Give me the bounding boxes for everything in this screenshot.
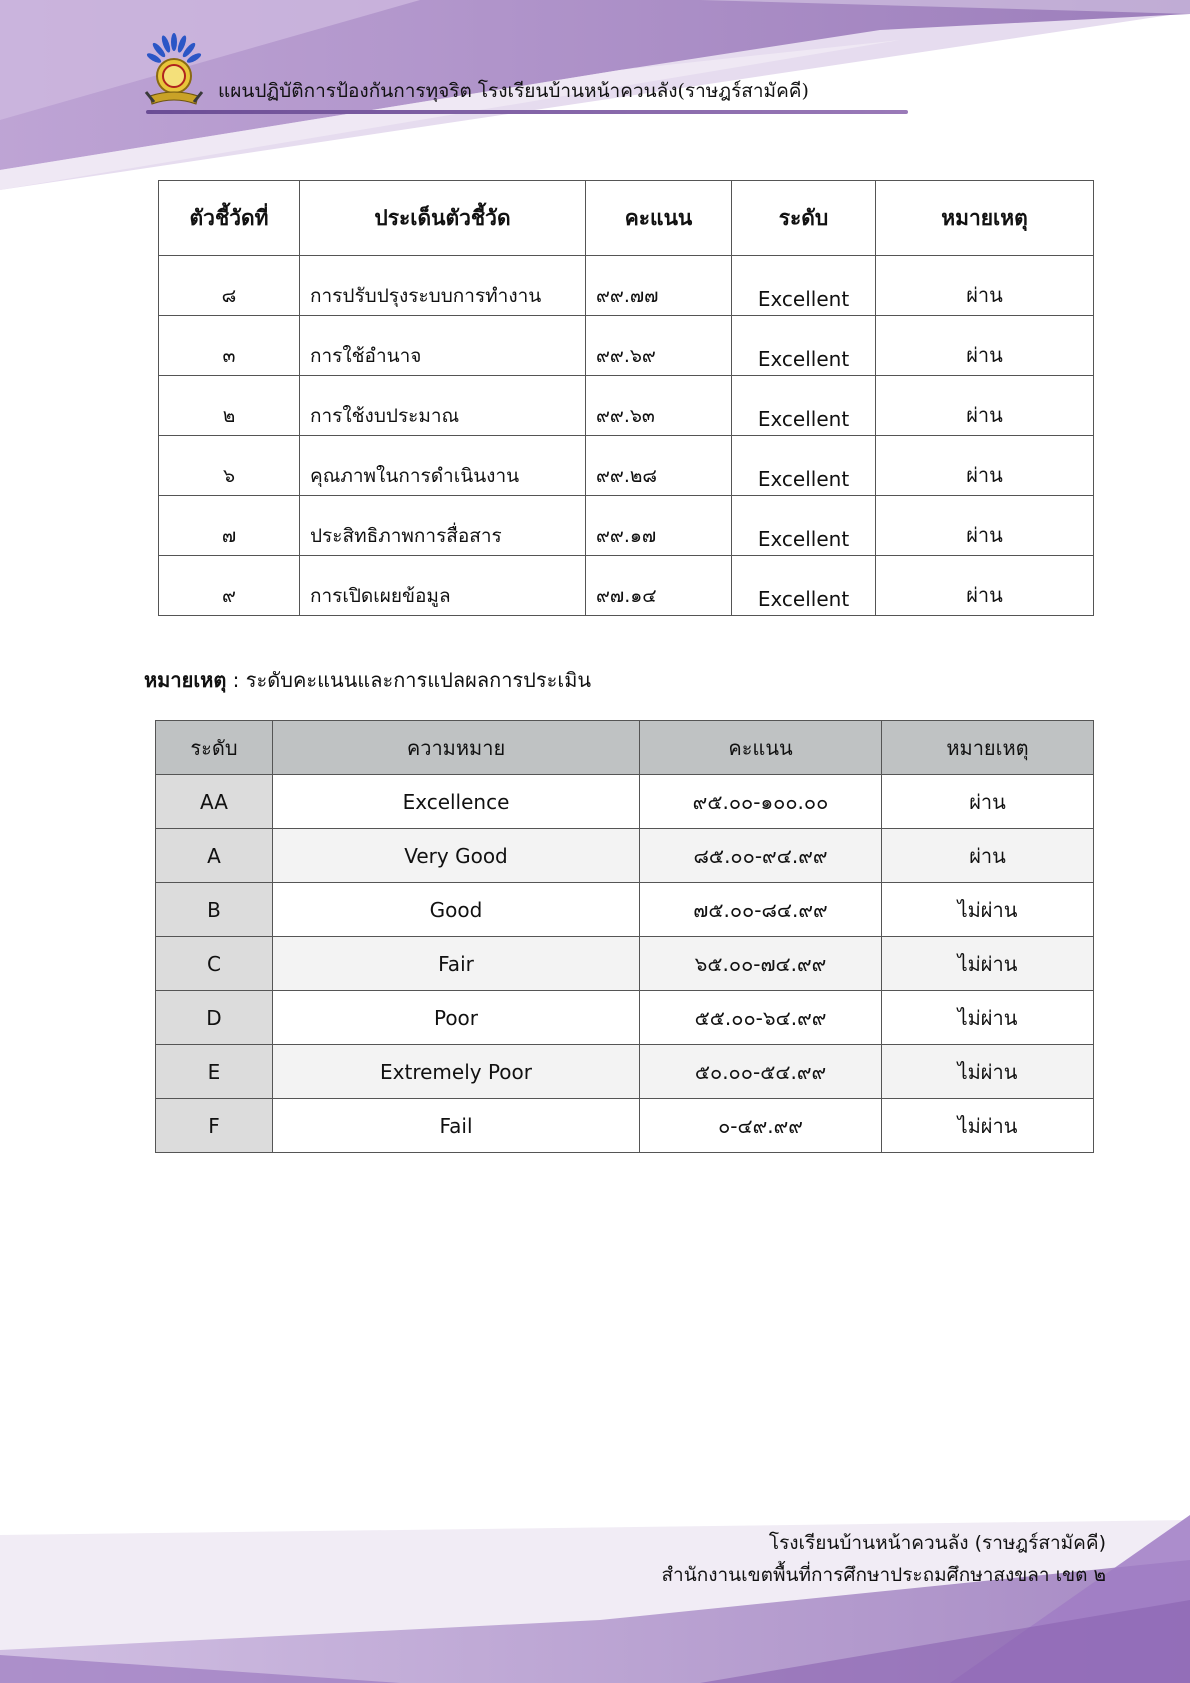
- indicator-score: ๙๙.๒๘: [586, 436, 732, 496]
- level-code: A: [156, 829, 273, 883]
- column-header-level: ระดับ: [732, 181, 876, 256]
- level-note: ผ่าน: [882, 829, 1094, 883]
- indicator-scores-table: [158, 180, 1094, 616]
- table-row: [159, 376, 1094, 436]
- indicator-topic: การใช้งบประมาณ: [300, 376, 586, 436]
- table-row: [156, 775, 1094, 829]
- indicator-no: ๗: [159, 496, 300, 556]
- level-meaning: Good: [273, 883, 640, 937]
- table-row: [156, 829, 1094, 883]
- table-header-row: [156, 721, 1094, 775]
- level-meaning: Poor: [273, 991, 640, 1045]
- level-score-range: ๗๕.๐๐-๘๔.๙๙: [640, 883, 882, 937]
- level-meaning: Fail: [273, 1099, 640, 1153]
- indicator-topic: การเปิดเผยข้อมูล: [300, 556, 586, 616]
- header-divider: [146, 110, 908, 114]
- indicator-no: ๒: [159, 376, 300, 436]
- table-row: [156, 991, 1094, 1045]
- indicator-level: Excellent: [732, 316, 876, 376]
- column-header-score: คะแนน: [586, 181, 732, 256]
- level-code: D: [156, 991, 273, 1045]
- note-text: : ระดับคะแนนและการแปลผลการประเมิน: [226, 668, 592, 692]
- column-header-meaning: ความหมาย: [273, 721, 640, 775]
- level-score-range: ๘๕.๐๐-๙๔.๙๙: [640, 829, 882, 883]
- level-meaning: Extremely Poor: [273, 1045, 640, 1099]
- level-note: ผ่าน: [882, 775, 1094, 829]
- page-footer: [661, 1527, 1106, 1591]
- level-meaning: Excellence: [273, 775, 640, 829]
- level-note: ไม่ผ่าน: [882, 883, 1094, 937]
- indicator-note: ผ่าน: [876, 556, 1094, 616]
- indicator-no: ๓: [159, 316, 300, 376]
- score-legend-caption: [144, 664, 591, 696]
- indicator-note: ผ่าน: [876, 256, 1094, 316]
- table-row: [159, 316, 1094, 376]
- indicator-score: ๙๙.๖๙: [586, 316, 732, 376]
- table-row: [156, 937, 1094, 991]
- column-header-indicator-topic: ประเด็นตัวชี้วัด: [300, 181, 586, 256]
- table-header-row: [159, 181, 1094, 256]
- level-note: ไม่ผ่าน: [882, 1099, 1094, 1153]
- level-code: F: [156, 1099, 273, 1153]
- indicator-no: ๘: [159, 256, 300, 316]
- indicator-level: Excellent: [732, 436, 876, 496]
- header-title: แผนปฏิบัติการป้องกันการทุจริต โรงเรียนบ้านหน้าควนลัง(ราษฎร์สามัคคี): [218, 80, 809, 102]
- table-row: [159, 256, 1094, 316]
- level-note: ไม่ผ่าน: [882, 991, 1094, 1045]
- column-header-note: หมายเหตุ: [882, 721, 1094, 775]
- level-score-range: ๕๕.๐๐-๖๔.๙๙: [640, 991, 882, 1045]
- indicator-score: ๙๙.๑๗: [586, 496, 732, 556]
- indicator-topic: การปรับปรุงระบบการทำงาน: [300, 256, 586, 316]
- indicator-score: ๙๙.๖๓: [586, 376, 732, 436]
- level-code: C: [156, 937, 273, 991]
- footer-office-name: สำนักงานเขตพื้นที่การศึกษาประถมศึกษาสงขลา เขต ๒: [661, 1564, 1106, 1586]
- level-code: AA: [156, 775, 273, 829]
- column-header-score: คะแนน: [640, 721, 882, 775]
- table-row: [159, 436, 1094, 496]
- table-row: [156, 1099, 1094, 1153]
- note-label: หมายเหตุ: [144, 668, 227, 692]
- level-code: E: [156, 1045, 273, 1099]
- footer-school-name: โรงเรียนบ้านหน้าควนลัง (ราษฎร์สามัคคี): [768, 1532, 1106, 1554]
- level-score-range: ๐-๔๙.๙๙: [640, 1099, 882, 1153]
- level-note: ไม่ผ่าน: [882, 1045, 1094, 1099]
- level-score-range: ๙๕.๐๐-๑๐๐.๐๐: [640, 775, 882, 829]
- level-code: B: [156, 883, 273, 937]
- indicator-level: Excellent: [732, 376, 876, 436]
- indicator-note: ผ่าน: [876, 496, 1094, 556]
- column-header-indicator-no: ตัวชี้วัดที่: [159, 181, 300, 256]
- indicator-level: Excellent: [732, 256, 876, 316]
- column-header-note: หมายเหตุ: [876, 181, 1094, 256]
- indicator-topic: คุณภาพในการดำเนินงาน: [300, 436, 586, 496]
- level-score-range: ๕๐.๐๐-๕๔.๙๙: [640, 1045, 882, 1099]
- indicator-note: ผ่าน: [876, 436, 1094, 496]
- indicator-level: Excellent: [732, 496, 876, 556]
- indicator-note: ผ่าน: [876, 316, 1094, 376]
- indicator-score: ๙๗.๑๔: [586, 556, 732, 616]
- column-header-level: ระดับ: [156, 721, 273, 775]
- indicator-level: Excellent: [732, 556, 876, 616]
- indicator-no: ๖: [159, 436, 300, 496]
- indicator-topic: การใช้อำนาจ: [300, 316, 586, 376]
- table-row: [156, 1045, 1094, 1099]
- table-row: [156, 883, 1094, 937]
- indicator-score: ๙๙.๗๗: [586, 256, 732, 316]
- school-emblem-icon: [138, 30, 210, 112]
- indicator-note: ผ่าน: [876, 376, 1094, 436]
- table-row: [159, 556, 1094, 616]
- indicator-no: ๙: [159, 556, 300, 616]
- indicator-topic: ประสิทธิภาพการสื่อสาร: [300, 496, 586, 556]
- level-meaning: Fair: [273, 937, 640, 991]
- table-row: [159, 496, 1094, 556]
- level-score-range: ๖๕.๐๐-๗๔.๙๙: [640, 937, 882, 991]
- score-level-table: [155, 720, 1094, 1153]
- level-meaning: Very Good: [273, 829, 640, 883]
- level-note: ไม่ผ่าน: [882, 937, 1094, 991]
